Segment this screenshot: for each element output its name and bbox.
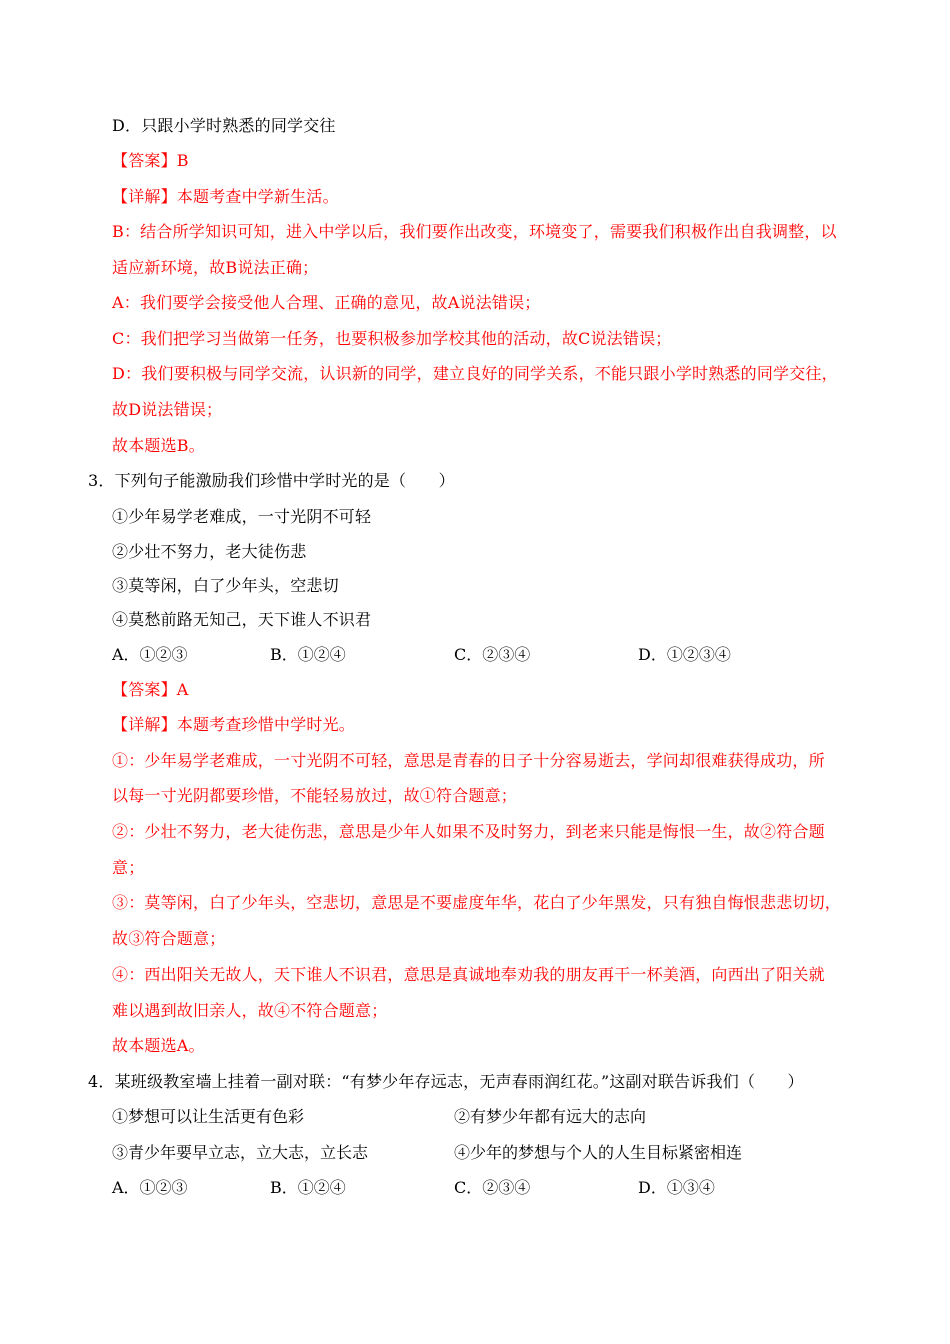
choice-c: C．②③④ <box>454 1178 531 1197</box>
q3-item: ①少年易学老难成，一寸光阴不可轻 <box>112 507 372 526</box>
q3-item: ③莫等闲，白了少年头，空悲切 <box>112 576 339 595</box>
q4-item: ④少年的梦想与个人的人生目标紧密相连 <box>454 1143 743 1162</box>
q2-explain-head: 【详解】本题考查中学新生活。 <box>112 187 339 206</box>
q2-explain-line: D：我们要积极与同学交流，认识新的同学，建立良好的同学关系，不能只跟小学时熟悉的同学交往， <box>112 364 838 383</box>
q2-explain-line: 适应新环境，故B说法正确； <box>112 258 319 277</box>
q2-option-d: D．只跟小学时熟悉的同学交往 <box>112 116 336 135</box>
q3-explain-line: ③：莫等闲，白了少年头，空悲切，意思是不要虚度年华，花白了少年黑发，只有独自悔恨悲悲切切， <box>112 893 842 912</box>
q3-stem <box>88 471 455 491</box>
question-text: 某班级教室墙上挂着一副对联：“有梦少年存远志，无声春雨润红花。”这副对联告诉我们（ ） <box>114 1072 804 1091</box>
question-number: 3． <box>88 471 115 490</box>
q3-item: ②少壮不努力，老大徒伤悲 <box>112 542 307 561</box>
q3-item: ④莫愁前路无知己，天下谁人不识君 <box>112 610 372 629</box>
q4-choices <box>0 1178 950 1198</box>
q4-items-row <box>0 1143 950 1163</box>
q3-explain-line: 以每一寸光阴都要珍惜，不能轻易放过，故①符合题意； <box>112 786 518 805</box>
q3-answer: 【答案】A <box>112 680 189 699</box>
q3-explain-line: 故③符合题意； <box>112 929 226 948</box>
q3-explain-line: ①：少年易学老难成，一寸光阴不可轻，意思是青春的日子十分容易逝去，学问却很难获得成功，所 <box>112 751 825 770</box>
q3-choices <box>0 645 950 665</box>
q2-explain-line: 故D说法错误； <box>112 400 223 419</box>
choice-a: A．①②③ <box>112 1178 188 1197</box>
choice-c: C．②③④ <box>454 645 531 664</box>
q2-explain-line: B：结合所学知识可知，进入中学以后，我们要作出改变，环境变了，需要我们积极作出自我调整，以 <box>112 222 837 241</box>
choice-d: D．①③④ <box>638 1178 715 1197</box>
q4-item: ③青少年要早立志，立大志，立长志 <box>112 1143 369 1162</box>
q3-explain-line: 故本题选A。 <box>112 1036 205 1055</box>
q2-explain-line: C：我们把学习当做第一任务，也要积极参加学校其他的活动，故C说法错误； <box>112 329 672 348</box>
choice-a: A．①②③ <box>112 645 188 664</box>
q3-explain-line: 难以遇到故旧亲人，故④不符合题意； <box>112 1001 388 1020</box>
q4-stem <box>88 1072 804 1092</box>
q4-items-row <box>0 1107 950 1127</box>
q3-explain-line: 意； <box>112 858 145 877</box>
q2-answer: 【答案】B <box>112 151 189 170</box>
question-text: 下列句子能激励我们珍惜中学时光的是（ ） <box>114 471 455 490</box>
q3-explain-line: ④：西出阳关无故人，天下谁人不识君，意思是真诚地奉劝我的朋友再干一杯美酒，向西出了阳关就 <box>112 965 825 984</box>
q2-explain-line: A：我们要学会接受他人合理、正确的意见，故A说法错误； <box>112 293 541 312</box>
q3-explain-head: 【详解】本题考查珍惜中学时光。 <box>112 715 356 734</box>
q4-item: ①梦想可以让生活更有色彩 <box>112 1107 305 1126</box>
choice-b: B．①②④ <box>270 1178 346 1197</box>
q2-explain-line: 故本题选B。 <box>112 436 205 455</box>
choice-d: D．①②③④ <box>638 645 731 664</box>
q3-explain-line: ②：少壮不努力，老大徒伤悲，意思是少年人如果不及时努力，到老来只能是悔恨一生，故②符合题 <box>112 822 825 841</box>
question-number: 4． <box>88 1072 115 1091</box>
q4-item: ②有梦少年都有远大的志向 <box>454 1107 647 1126</box>
choice-b: B．①②④ <box>270 645 346 664</box>
